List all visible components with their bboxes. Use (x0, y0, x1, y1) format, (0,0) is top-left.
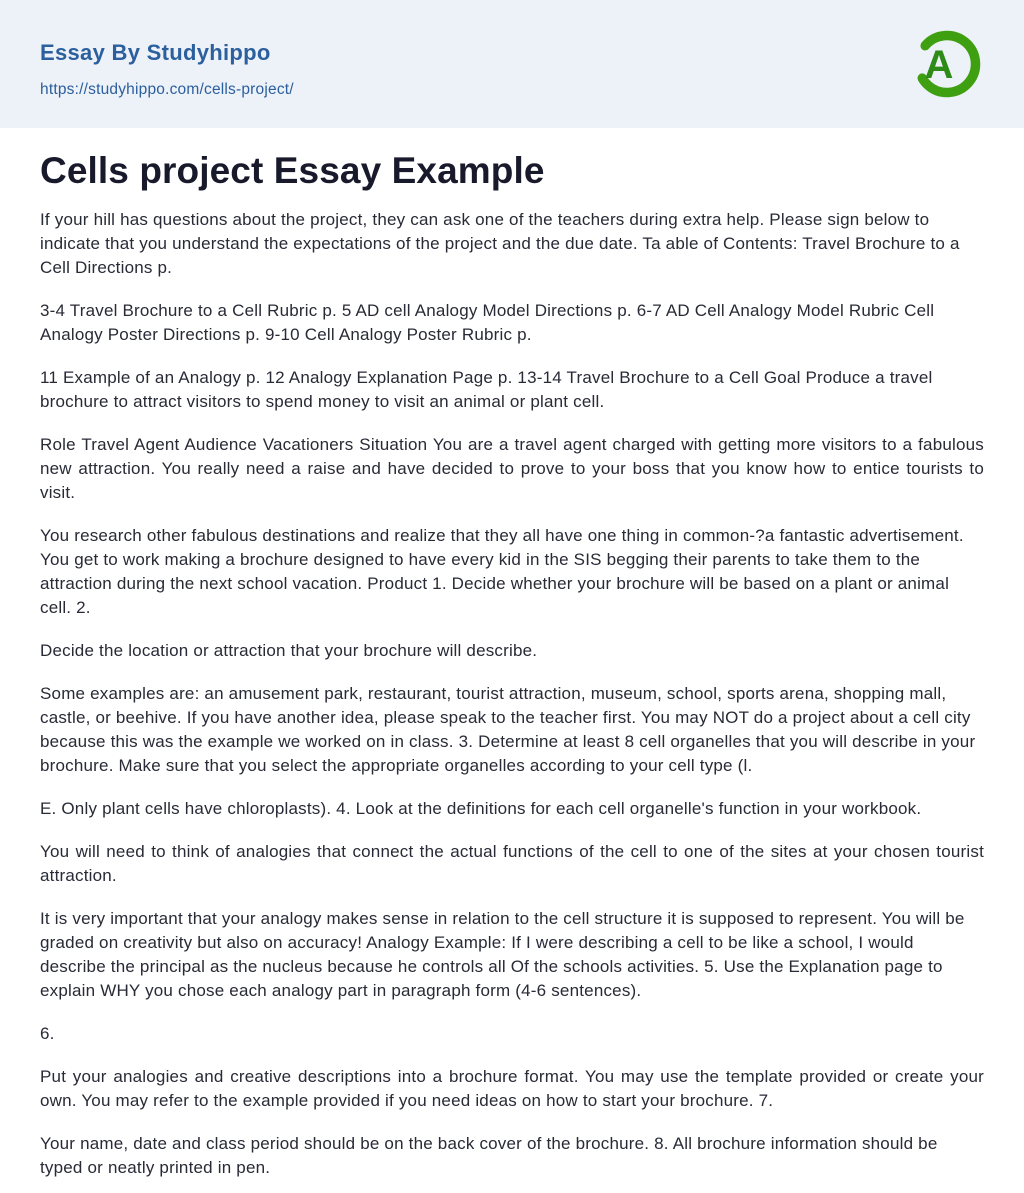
paragraph: 11 Example of an Analogy p. 12 Analogy Explanation Page p. 13-14 Travel Brochure to a Cell Goal Produce a travel brochure to attract visitors to spend money to visit an animal or plant cell. (40, 368, 933, 411)
article-title: Cells project Essay Example (40, 150, 545, 191)
paragraph: Put your analogies and creative descriptions into a brochure format. You may use the template provided or create your own. You may refer to the example provided if you need ideas on how to start your brochure. 7. (40, 1067, 984, 1110)
page-header (0, 0, 1024, 128)
paragraph: Your name, date and class period should be on the back cover of the brochure. 8. All brochure information should be typed or neatly printed in pen. (40, 1134, 938, 1177)
paragraph: Some examples are: an amusement park, restaurant, tourist attraction, museum, school, sports arena, shopping mall, castle, or beehive. If you have another idea, please speak to the teacher first. You may NOT do a project about a cell city because this was the example we worked on in class. 3. Determine at least 8 cell organelles that you will describe in your brochure. Make sure that you select the appropriate organelles according to your cell type (l. (40, 684, 976, 775)
paragraph: 3-4 Travel Brochure to a Cell Rubric p. 5 AD cell Analogy Model Directions p. 6-7 AD Cell Analogy Model Rubric Cell Analogy Poster Directions p. 9-10 Cell Analogy Poster Rubric p. (40, 301, 935, 344)
paragraph: Role Travel Agent Audience Vacationers Situation You are a travel agent charged with getting more visitors to a fabulous new attraction. You really need a raise and have decided to prove to your boss that you know how to entice tourists to visit. (40, 435, 984, 502)
studyhippo-logo (910, 27, 984, 101)
page-url-link[interactable]: https://studyhippo.com/cells-project/ (40, 80, 294, 98)
paragraph: 6. (40, 1024, 55, 1043)
paragraph: You will need to think of analogies that connect the actual functions of the cell to one of the sites at your chosen tourist attraction. (40, 842, 984, 885)
paragraph: Decide the location or attraction that your brochure will describe. (40, 641, 538, 660)
site-title: Essay By Studyhippo (40, 39, 271, 65)
article-content (0, 128, 1024, 1180)
logo-arc-icon (910, 27, 984, 101)
paragraph: You research other fabulous destinations and realize that they all have one thing in common-?a fantastic advertisement. You get to work making a brochure designed to have every kid in the SIS begging their parents to take them to the attraction during the next school vacation. Product 1. Decide whether your brochure will be based on a plant or animal cell. 2. (40, 526, 964, 617)
paragraph: E. Only plant cells have chloroplasts). 4. Look at the definitions for each cell organelle's function in your workbook. (40, 799, 922, 818)
header-text-block (40, 30, 294, 99)
paragraph: If your hill has questions about the project, they can ask one of the teachers during extra help. Please sign below to indicate that you understand the expectations of the project and the due date. Ta able of Contents: Travel Brochure to a Cell Directions p. (40, 210, 960, 277)
paragraph: It is very important that your analogy makes sense in relation to the cell structure it is supposed to represent. You will be graded on creativity but also on accuracy! Analogy Example: If I were describing a cell to be like a school, I would describe the principal as the nucleus because he controls all Of the schools activities. 5. Use the Explanation page to explain WHY you chose each analogy part in paragraph form (4-6 sentences). (40, 909, 965, 1000)
logo-letter: A (924, 43, 954, 87)
